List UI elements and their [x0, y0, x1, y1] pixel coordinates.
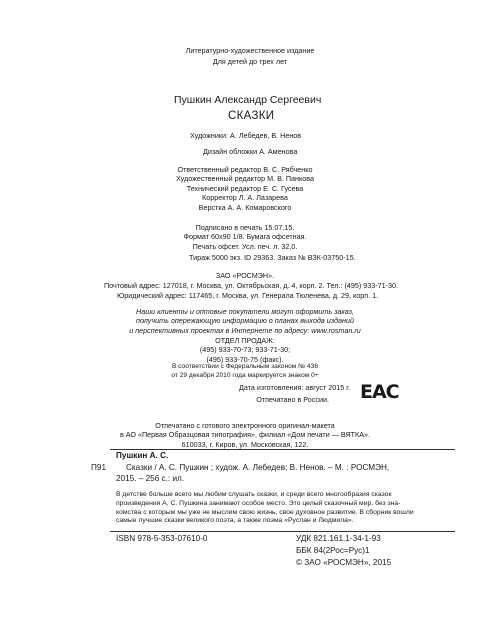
printer-line: Отпечатано с готового электронного оригинал-макета: [155, 421, 335, 430]
manufacture-date: Дата изготовления: август 2015 г.: [238, 383, 350, 392]
editor-line: Художественный редактор М. В. Панкова: [176, 174, 314, 184]
catalog-code: П91: [91, 463, 106, 472]
copyright: © ЗАО «РОСМЭН», 2015: [296, 558, 392, 567]
catalog-description: Сказки / А. С. Пушкин ; худож. А. Лебедев; В. Ненов. – М. : РОСМЭН,: [126, 463, 390, 472]
book-title: СКАЗКИ: [228, 110, 275, 122]
book-abstract: [116, 491, 456, 526]
cover-design: Дизайн обложки А. Аменова: [203, 147, 298, 156]
publisher-name: ЗАО «РОСМЭН».: [215, 271, 275, 280]
editor-line: Технический редактор Е. С. Гусева: [186, 183, 304, 193]
law-line: от 29 декабря 2010 года маркируется знаком 0+: [171, 371, 319, 379]
legal-address: Юридический адрес: 117465, г. Москва, ул. Генерала Тюленева, д. 29, корп. 1.: [117, 291, 379, 300]
postal-address: Почтовый адрес: 127018, г. Москва, ул. Октябрьская, д. 4, корп. 2. Тел.: (495) 933-71-30.: [104, 281, 398, 290]
udk-code: УДК 821.161.1-34-1-93: [296, 534, 381, 543]
clients-notice: [120, 307, 370, 335]
law-notice: [140, 363, 350, 380]
divider-line: [110, 531, 455, 532]
catalog-pages: 2015. – 256 с.: ил.: [116, 474, 185, 483]
notice-line: Наши клиенты и оптовые покупатели могут оформить заказ,: [136, 307, 354, 316]
notice-line: получить опережающую информацию о планах выхода изданий: [136, 316, 354, 326]
print-specs: [160, 223, 330, 251]
edition-type: Литературно-художественное издание: [185, 46, 315, 55]
divider-line: [110, 449, 455, 450]
bbk-code: ББК 84(2Рос=Рус)1: [296, 546, 370, 555]
sales-department: [160, 336, 330, 364]
isbn: ISBN 978-5-353-07610-0: [116, 534, 208, 543]
print-run: Тираж 5000 экз. ID 29363. Заказ № ВЗК-03750-15.: [189, 253, 356, 262]
sales-heading: ОТДЕЛ ПРОДАЖ:: [215, 336, 275, 345]
author-name: Пушкин Александр Сергеевич: [174, 94, 322, 106]
printer-line: в АО «Первая Образцовая типография», филиал «Дом печати — ВЯТКА».: [119, 430, 371, 440]
abstract-line: комства с которым мы уже не мыслим свою жизнь, свое духовное развитие. В сборник вошли: [116, 508, 414, 516]
printed-in-russia: Отпечатано в России.: [256, 395, 329, 404]
age-rating-text: Для детей до трех лет: [212, 57, 288, 66]
editor-line: Ответственный редактор В. С. Рябченко: [177, 165, 313, 174]
abstract-line: В детстве больше всего мы любим слушать сказки, и среди всего многообразия сказок: [116, 491, 392, 498]
printer-line: 610033, г. Киров, ул. Московская, 122.: [181, 439, 309, 449]
illustrators: Художники: А. Лебедев, В. Ненов: [190, 131, 302, 140]
editor-line: Верстка А. А. Комаровского: [198, 202, 292, 212]
editor-line: Корректор Л. А. Лазарева: [202, 193, 288, 203]
notice-line: и перспективных проектах в Интернете по адресу: www.rosman.ru: [129, 325, 361, 335]
signed-date: Подписано в печать 15.07.15.: [195, 223, 295, 232]
print-line: Печать офсет. Усл. печ. л. 32,0.: [192, 241, 298, 251]
abstract-line: самые лучшие сказки великого поэта, а также поэма «Руслан и Людмила».: [116, 517, 354, 525]
sales-phone: (495) 933-70-73; 933-71-30;: [199, 345, 291, 355]
format-line: Формат 60х90 1/8. Бумага офсетная.: [183, 232, 307, 242]
abstract-line: произведения А. С. Пушкина занимают особое место. Это целый сказочный мир, без зна-: [116, 499, 401, 507]
eac-mark-icon: ЕАС: [360, 381, 399, 403]
catalog-author: Пушкин А. С.: [116, 451, 169, 460]
editors-list: [150, 165, 340, 212]
law-line: В соответствии с Федеральным законом № 436: [171, 363, 319, 370]
sales-phone: (495) 933-70-75 (факс).: [206, 354, 284, 364]
printer-info: [100, 421, 390, 449]
